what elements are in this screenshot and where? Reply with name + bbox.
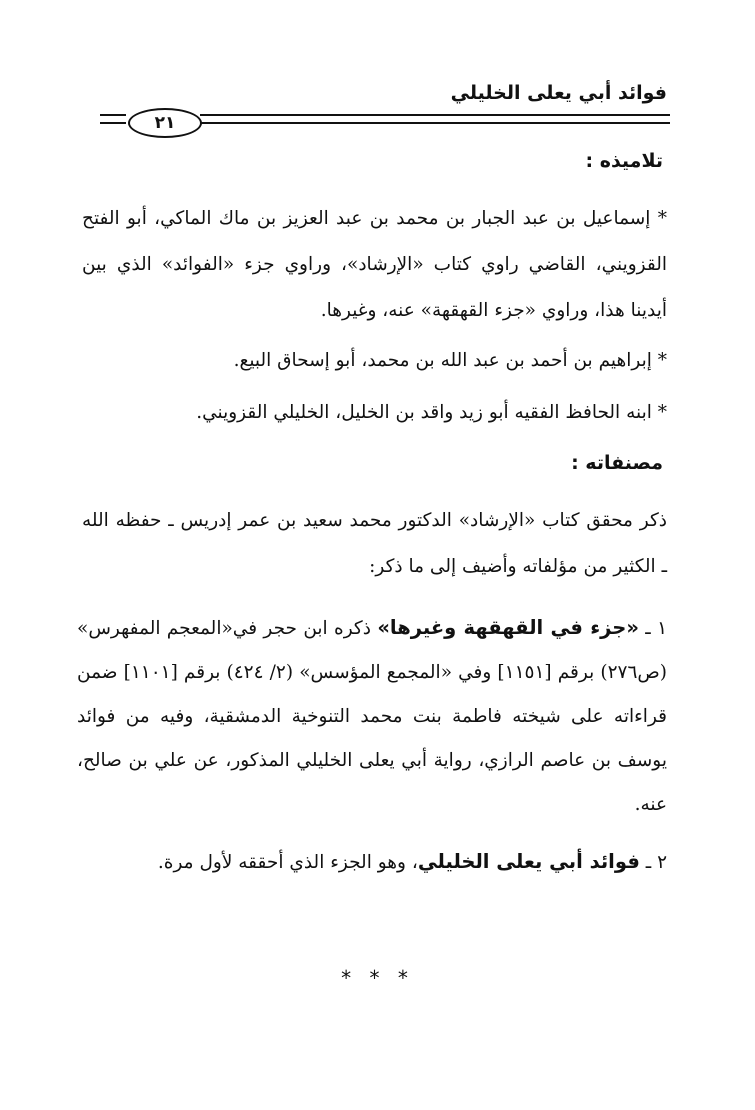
rule-right-top (200, 114, 670, 116)
work-item-2 (77, 840, 667, 885)
rule-left-bottom (100, 122, 126, 124)
work-item-2-text: ، وهو الجزء الذي أحققه لأول مرة. (157, 852, 418, 873)
rule-left-top (100, 114, 126, 116)
work-item-1-title: «جزء في القهقهة وغيرها» (377, 616, 639, 639)
students-heading: تلاميذه : (585, 150, 663, 172)
work-item-1-number: ١ ـ (638, 618, 667, 639)
work-item-2-title: فوائد أبي يعلى الخليلي (417, 850, 640, 873)
student-item-1: * إسماعيل بن عبد الجبار بن محمد بن عبد العزيز بن ماك الماكي، أبو الفتح القزويني، القاضي راوي كتاب «الإرشاد»، وراوي جزء «الفوائد» الذي بين أيدينا هذا، وراوي «جزء القهقهة» عنه، وغيرها. (82, 208, 667, 321)
work-item-2-number: ٢ ـ (639, 852, 667, 873)
work-item-1 (77, 606, 667, 827)
rule-right-bottom (200, 122, 670, 124)
student-item-3: * ابنه الحافظ الفقيه أبو زيد واقد بن الخليل، الخليلي القزويني. (196, 402, 667, 423)
work-item-1-text: ذكره ابن حجر في«المعجم المفهرس» (ص٢٧٦) برقم [١١٥١] وفي «المجمع المؤسس» (٢/ ٤٢٤) برقم [١١٠١] ضمن قراءاته على شيخته فاطمة بنت محمد التنوخية الدمشقية، وفيه من فوائد يوسف بن عاصم الرازي، رواية أبي يعلى الخليلي المذكور، عن علي بن صالح، عنه. (77, 618, 667, 815)
student-item-2: * إبراهيم بن أحمد بن عبد الله بن محمد، أبو إسحاق البيع. (233, 350, 667, 371)
page-number: ٢١ (128, 108, 202, 138)
works-intro: ذكر محقق كتاب «الإرشاد» الدكتور محمد سعيد بن عمر إدريس ـ حفظه الله ـ الكثير من مؤلفاته وأضيف إلى ما ذكر: (82, 510, 667, 577)
section-separator: * * * (341, 966, 414, 990)
running-title: فوائد أبي يعلى الخليلي (450, 82, 667, 104)
works-heading: مصنفاته : (571, 452, 663, 474)
header-rule (100, 108, 670, 138)
